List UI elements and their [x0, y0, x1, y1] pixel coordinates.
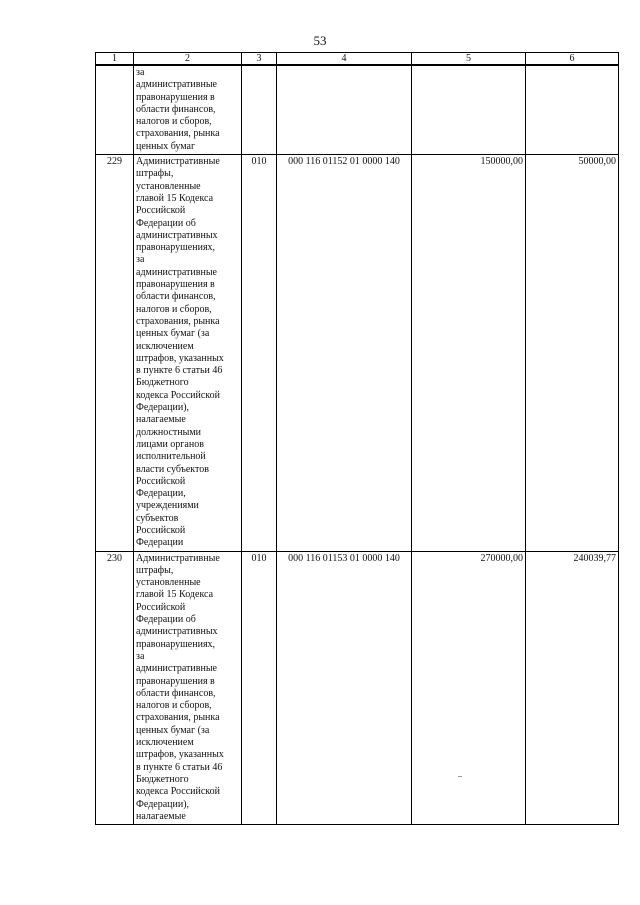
description-line: правонарушения в [136, 91, 215, 103]
description-line: исключением [136, 737, 194, 749]
header-cell-2: 2 [134, 53, 242, 66]
header-cell-4: 4 [277, 53, 412, 66]
description-line: области финансов, [136, 291, 216, 303]
description-line: налогов и сборов, [136, 700, 212, 712]
description-line: главой 15 Кодекса [136, 589, 214, 601]
description-line: Федерации [136, 537, 184, 549]
description-line: ценных бумаг (за [136, 328, 210, 340]
description-line: за [136, 650, 145, 662]
row-number-cell: 229 [96, 155, 134, 552]
header-cell-6: 6 [526, 53, 619, 66]
description-line: налогов и сборов, [136, 303, 212, 315]
description-line: кодекса Российской [136, 389, 220, 401]
description-line: Административные [136, 552, 220, 564]
executed-amount-cell: 50000,00 [526, 155, 619, 552]
page-number: 53 [313, 33, 327, 48]
description-line: установленные [136, 180, 201, 192]
table-row [96, 551, 619, 825]
description-line: правонарушения в [136, 675, 215, 687]
kbk-cell: 000 116 01153 01 0000 140 [277, 551, 412, 825]
description-line: налогов и сборов, [136, 116, 212, 128]
kbk-cell: 000 116 01152 01 0000 140 [277, 155, 412, 552]
description-line: Российской [136, 205, 186, 217]
description-line: страхования, рынка [136, 315, 220, 327]
description-line: Бюджетного [136, 377, 189, 389]
description-line: Федерации об [136, 217, 196, 229]
description-line: Административные [136, 156, 220, 168]
description-line: области финансов, [136, 687, 216, 699]
description-line: за [136, 254, 145, 266]
description-line: главой 15 Кодекса [136, 192, 214, 204]
scan-mark [458, 776, 462, 777]
code-cell: 010 [242, 155, 277, 552]
description-cell [134, 551, 242, 825]
code-cell [242, 65, 277, 155]
row-number-cell [96, 65, 134, 155]
description-line: исполнительной [136, 451, 206, 463]
header-row [96, 53, 619, 66]
description-line: в пункте 6 статьи 46 [136, 365, 223, 377]
description-line: власти субъектов [136, 463, 209, 475]
description-line: кодекса Российской [136, 786, 220, 798]
description-line: исключением [136, 340, 194, 352]
description-line: налагаемые [136, 414, 186, 426]
planned-amount-cell: 270000,00 [412, 551, 526, 825]
code-cell: 010 [242, 551, 277, 825]
table-row [96, 155, 619, 552]
description-line: Федерации), [136, 402, 190, 414]
description-line: правонарушения в [136, 279, 215, 291]
description-line: ценных бумаг (за [136, 724, 210, 736]
description-line: области финансов, [136, 103, 216, 115]
description-cell [134, 155, 242, 552]
description-line: в пункте 6 статьи 46 [136, 761, 223, 773]
table-row [96, 65, 619, 155]
description-line: административных [136, 626, 218, 638]
description-line: Федерации), [136, 798, 190, 810]
description-line: должностными [136, 426, 202, 438]
header-cell-1: 1 [96, 53, 134, 66]
description-line: штрафы, [136, 564, 174, 576]
description-line: Российской [136, 524, 186, 536]
description-line: Российской [136, 601, 186, 613]
executed-amount-cell [526, 65, 619, 155]
description-line: лицами органов [136, 438, 204, 450]
description-line: установленные [136, 577, 201, 589]
description-line: административные [136, 266, 217, 278]
header-cell-3: 3 [242, 53, 277, 66]
description-line: штрафов, указанных [136, 749, 224, 761]
description-line: Бюджетного [136, 773, 189, 785]
description-line: страхования, рынка [136, 712, 220, 724]
description-line: учреждениями [136, 500, 199, 512]
executed-amount-cell: 240039,77 [526, 551, 619, 825]
kbk-cell [277, 65, 412, 155]
header-cell-5: 5 [412, 53, 526, 66]
description-line: налагаемые [136, 810, 186, 822]
description-line: административных [136, 229, 218, 241]
description-line: Российской [136, 475, 186, 487]
description-line: правонарушениях, [136, 638, 216, 650]
description-line: ценных бумаг [136, 140, 196, 152]
description-cell [134, 65, 242, 155]
description-line: Федерации, [136, 488, 186, 500]
description-line: правонарушениях, [136, 242, 216, 254]
description-line: административные [136, 663, 217, 675]
description-line: субъектов [136, 512, 179, 524]
description-line: штрафов, указанных [136, 352, 224, 364]
description-line: страхования, рынка [136, 128, 220, 140]
row-number-cell: 230 [96, 551, 134, 825]
description-line: за [136, 67, 145, 78]
description-line: штрафы, [136, 168, 174, 180]
budget-table [95, 52, 619, 825]
description-line: административные [136, 79, 217, 91]
description-line: Федерации об [136, 614, 196, 626]
planned-amount-cell [412, 65, 526, 155]
planned-amount-cell: 150000,00 [412, 155, 526, 552]
